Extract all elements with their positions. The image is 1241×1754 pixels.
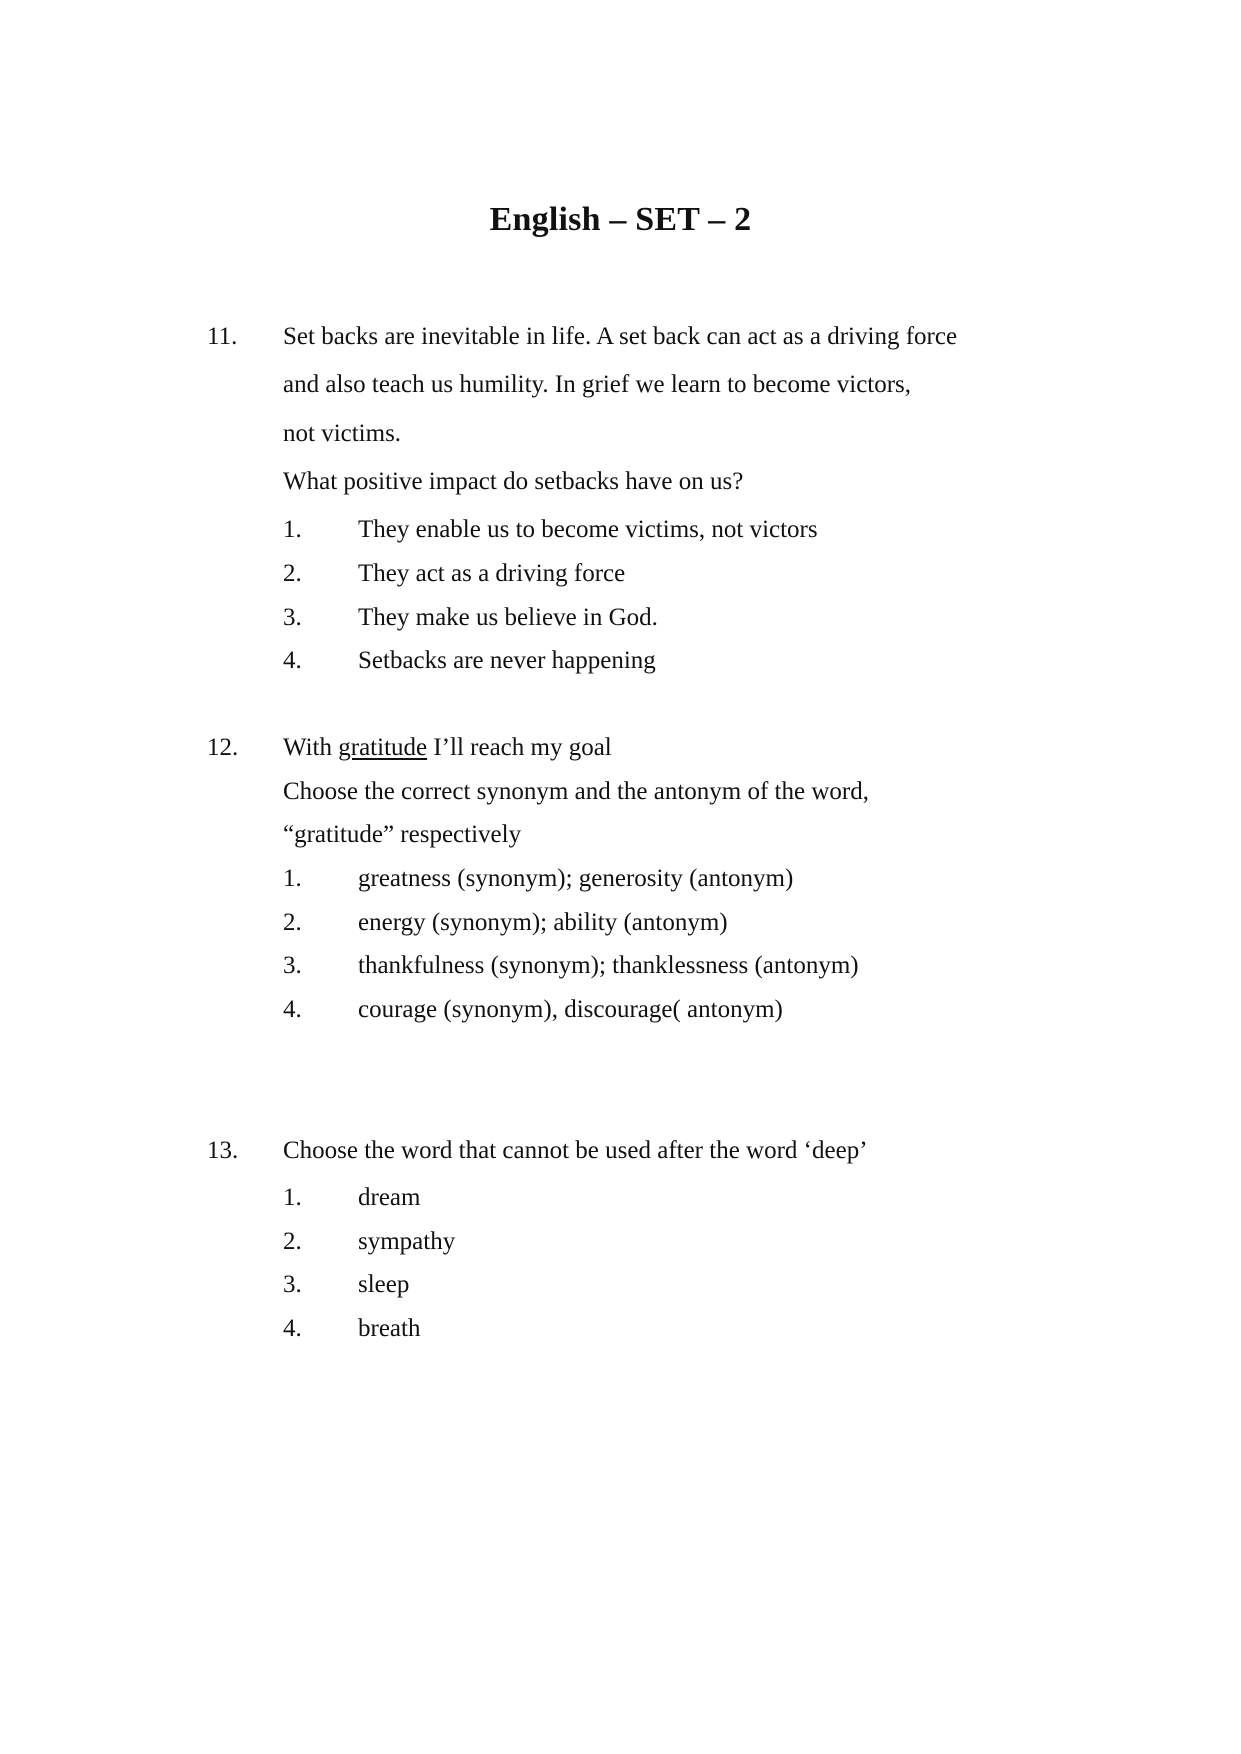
option-text: sleep [358, 1271, 410, 1298]
option-text: Setbacks are never happening [358, 647, 656, 674]
question-text-line: Choose the word that cannot be used after the word ‘deep’ [283, 1137, 868, 1164]
option-text: They make us believe in God. [358, 604, 658, 631]
stem-before: With [283, 734, 339, 761]
option-number: 1. [283, 865, 302, 892]
question-text-line: “gratitude” respectively [283, 821, 522, 848]
question-number: 12. [207, 734, 239, 761]
question-text-line: Set backs are inevitable in life. A set back can act as a driving force [283, 323, 958, 350]
option-text: courage (synonym), discourage( antonym) [358, 996, 783, 1023]
option-text: thankfulness (synonym); thanklessness (antonym) [358, 952, 859, 979]
underlined-word: gratitude [338, 734, 428, 761]
question-prompt: What positive impact do setbacks have on us? [283, 468, 744, 495]
option-number: 4. [283, 996, 302, 1023]
stem-after: I’ll reach my goal [427, 734, 612, 761]
option-number: 2. [283, 909, 302, 936]
option-text: They enable us to become victims, not victors [358, 516, 818, 543]
option-number: 2. [283, 560, 302, 587]
option-text: dream [358, 1184, 421, 1211]
page-title: English – SET – 2 [489, 201, 752, 238]
option-text: breath [358, 1315, 421, 1342]
question-text-line: Choose the correct synonym and the antonym of the word, [283, 778, 869, 805]
question-number: 13. [207, 1137, 239, 1164]
option-number: 3. [283, 1271, 302, 1298]
option-number: 3. [283, 952, 302, 979]
question-number: 11. [207, 323, 238, 350]
option-number: 2. [283, 1228, 302, 1255]
option-number: 4. [283, 647, 302, 674]
option-number: 1. [283, 1184, 302, 1211]
option-text: energy (synonym); ability (antonym) [358, 909, 728, 936]
option-number: 3. [283, 604, 302, 631]
option-number: 4. [283, 1315, 302, 1342]
question-text-line: not victims. [283, 420, 402, 447]
question-stem [283, 733, 612, 763]
option-text: greatness (synonym); generosity (antonym) [358, 865, 794, 892]
option-text: sympathy [358, 1228, 456, 1255]
question-text-line: and also teach us humility. In grief we learn to become victors, [283, 371, 912, 398]
option-text: They act as a driving force [358, 560, 626, 587]
option-number: 1. [283, 516, 302, 543]
